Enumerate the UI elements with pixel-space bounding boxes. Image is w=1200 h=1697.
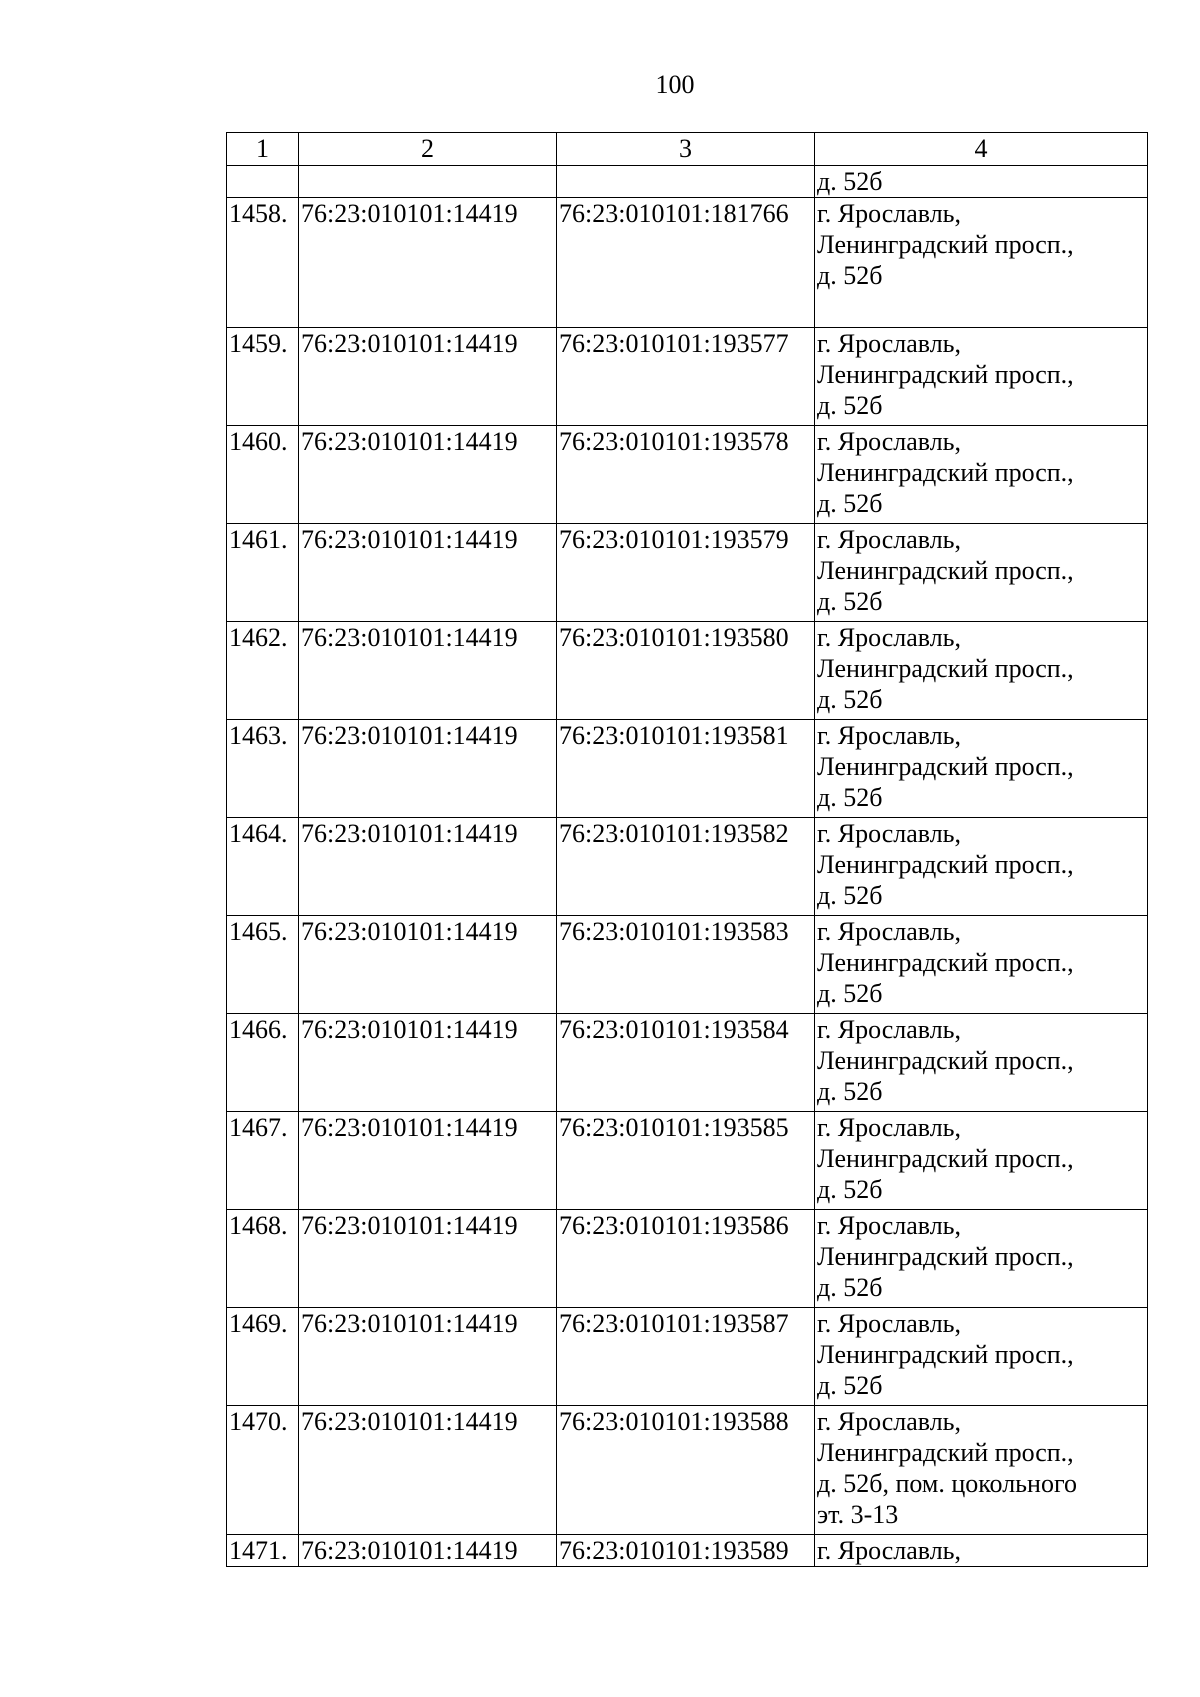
address-line: Ленинградский просп.,: [817, 948, 1074, 977]
cell-address: [815, 1014, 1148, 1112]
address-line: Ленинградский просп.,: [817, 1340, 1074, 1369]
cell-col2: 76:23:010101:14419: [299, 720, 557, 818]
page-number: 100: [655, 70, 695, 99]
cell-col2: 76:23:010101:14419: [299, 1535, 557, 1567]
cell-number: 1460.: [227, 426, 299, 524]
cell-col2: 76:23:010101:14419: [299, 1308, 557, 1406]
cell-col2: 76:23:010101:14419: [299, 1406, 557, 1535]
cell-address: [815, 916, 1148, 1014]
cell-col3: 76:23:010101:193578: [557, 426, 815, 524]
cell-col3: 76:23:010101:193577: [557, 328, 815, 426]
table-header-row: [227, 133, 1148, 166]
header-col-3: 3: [557, 133, 815, 166]
address-line: г. Ярославль,: [817, 1211, 962, 1240]
address-line: г. Ярославль,: [817, 1015, 962, 1044]
address-line: д. 52б: [817, 1175, 883, 1204]
cell-address: [815, 524, 1148, 622]
address-line: г. Ярославль,: [817, 329, 962, 358]
cell-col3: 76:23:010101:193587: [557, 1308, 815, 1406]
cell-number: 1466.: [227, 1014, 299, 1112]
cell-col2: 76:23:010101:14419: [299, 818, 557, 916]
address-line: д. 52б: [817, 881, 883, 910]
table-row: [227, 198, 1148, 328]
address-line: Ленинградский просп.,: [817, 850, 1074, 879]
cell-number: [227, 166, 299, 198]
cell-col3: 76:23:010101:193580: [557, 622, 815, 720]
address-line: г. Ярославль,: [817, 1407, 962, 1436]
cell-col2: 76:23:010101:14419: [299, 622, 557, 720]
table-row: [227, 1308, 1148, 1406]
address-line: Ленинградский просп.,: [817, 1438, 1074, 1467]
address-line: Ленинградский просп.,: [817, 360, 1074, 389]
address-line: д. 52б: [817, 783, 883, 812]
cell-number: 1469.: [227, 1308, 299, 1406]
cell-col2: 76:23:010101:14419: [299, 426, 557, 524]
registry-table: [226, 132, 1148, 1567]
table-row: [227, 818, 1148, 916]
address-line: г. Ярославль,: [817, 1536, 962, 1565]
table-row: [227, 524, 1148, 622]
cell-number: 1462.: [227, 622, 299, 720]
cell-col3: 76:23:010101:193579: [557, 524, 815, 622]
header-col-4: 4: [815, 133, 1148, 166]
table-row: [227, 1014, 1148, 1112]
table-row: [227, 622, 1148, 720]
cell-address: [815, 328, 1148, 426]
address-line: Ленинградский просп.,: [817, 1242, 1074, 1271]
cell-col2: 76:23:010101:14419: [299, 1210, 557, 1308]
table-row: [227, 1210, 1148, 1308]
cell-number: 1468.: [227, 1210, 299, 1308]
header-col-2: 2: [299, 133, 557, 166]
table-row: [227, 328, 1148, 426]
cell-address: [815, 720, 1148, 818]
address-line: д. 52б: [817, 391, 883, 420]
table-row: [227, 1406, 1148, 1535]
address-line: г. Ярославль,: [817, 721, 962, 750]
address-line: Ленинградский просп.,: [817, 1144, 1074, 1173]
address-line: г. Ярославль,: [817, 199, 962, 228]
cell-address: [815, 426, 1148, 524]
address-line: д. 52б: [817, 261, 883, 290]
cell-col3: 76:23:010101:193588: [557, 1406, 815, 1535]
cell-col2: 76:23:010101:14419: [299, 198, 557, 328]
table-row: [227, 916, 1148, 1014]
cell-number: 1467.: [227, 1112, 299, 1210]
cell-col3: 76:23:010101:193582: [557, 818, 815, 916]
address-line: д. 52б: [817, 685, 883, 714]
cell-col2: 76:23:010101:14419: [299, 524, 557, 622]
cell-address: д. 52б: [815, 166, 1148, 198]
cell-col3: 76:23:010101:193585: [557, 1112, 815, 1210]
cell-number: 1459.: [227, 328, 299, 426]
cell-address: [815, 622, 1148, 720]
address-line: Ленинградский просп.,: [817, 654, 1074, 683]
table-row: [227, 426, 1148, 524]
cell-number: 1461.: [227, 524, 299, 622]
address-line: г. Ярославль,: [817, 427, 962, 456]
cell-address: [815, 1308, 1148, 1406]
address-line: д. 52б: [817, 979, 883, 1008]
address-line: д. 52б: [817, 489, 883, 518]
address-line: г. Ярославль,: [817, 525, 962, 554]
address-line: г. Ярославль,: [817, 623, 962, 652]
cell-address: [815, 1535, 1148, 1567]
cell-number: 1470.: [227, 1406, 299, 1535]
address-line: Ленинградский просп.,: [817, 556, 1074, 585]
cell-col3: 76:23:010101:193586: [557, 1210, 815, 1308]
cell-address: [815, 1210, 1148, 1308]
address-line: д. 52б: [817, 1273, 883, 1302]
cell-col3: [557, 166, 815, 198]
cell-col2: 76:23:010101:14419: [299, 1014, 557, 1112]
cell-col3: 76:23:010101:193584: [557, 1014, 815, 1112]
cell-number: 1458.: [227, 198, 299, 328]
cell-col2: 76:23:010101:14419: [299, 1112, 557, 1210]
continuation-row: [227, 166, 1148, 198]
table-row: [227, 1535, 1148, 1567]
address-line: д. 52б: [817, 1371, 883, 1400]
cell-address: [815, 1406, 1148, 1535]
address-line: Ленинградский просп.,: [817, 230, 1074, 259]
cell-address: [815, 1112, 1148, 1210]
cell-number: 1465.: [227, 916, 299, 1014]
address-line: эт. 3-13: [817, 1500, 899, 1529]
address-line: Ленинградский просп.,: [817, 752, 1074, 781]
cell-number: 1464.: [227, 818, 299, 916]
address-line: г. Ярославль,: [817, 917, 962, 946]
cell-number: 1471.: [227, 1535, 299, 1567]
table-row: [227, 720, 1148, 818]
address-line: г. Ярославль,: [817, 819, 962, 848]
cell-col2: [299, 166, 557, 198]
cell-col3: 76:23:010101:193589: [557, 1535, 815, 1567]
address-line: г. Ярославль,: [817, 1113, 962, 1142]
cell-col3: 76:23:010101:193581: [557, 720, 815, 818]
address-line: Ленинградский просп.,: [817, 1046, 1074, 1075]
cell-address: [815, 198, 1148, 328]
cell-col3: 76:23:010101:181766: [557, 198, 815, 328]
cell-address: [815, 818, 1148, 916]
address-line: д. 52б: [817, 587, 883, 616]
cell-col2: 76:23:010101:14419: [299, 328, 557, 426]
cell-col2: 76:23:010101:14419: [299, 916, 557, 1014]
header-col-1: 1: [227, 133, 299, 166]
address-line: д. 52б, пом. цокольного: [817, 1469, 1077, 1498]
address-line: г. Ярославль,: [817, 1309, 962, 1338]
cell-col3: 76:23:010101:193583: [557, 916, 815, 1014]
address-line: Ленинградский просп.,: [817, 458, 1074, 487]
address-line: д. 52б: [817, 1077, 883, 1106]
table-row: [227, 1112, 1148, 1210]
cell-number: 1463.: [227, 720, 299, 818]
